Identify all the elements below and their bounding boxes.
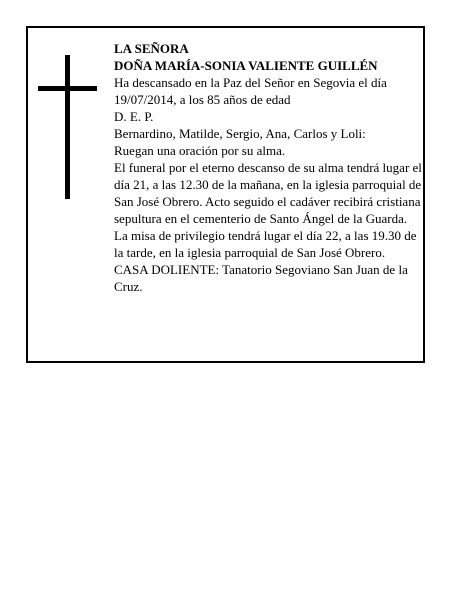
- deceased-name: DOÑA MARÍA-SONIA VALIENTE GUILLÉN: [114, 58, 378, 73]
- notice-heading: LA SEÑORA: [114, 41, 189, 56]
- funeral-info: El funeral por el eterno descanso de su alma tendrá lugar el día 21, a las 12.30 de la mañana, en la iglesia parroquial de San José Obrero. Acto seguido el cadáver recibirá cristiana sepultura en el cementerio de Santo Ángel de la Guarda. La misa de privilegio tendrá lugar el día 22, a las 19.30 de la tarde, en la iglesia parroquial de San José Obrero.: [114, 160, 422, 260]
- cross-icon: [38, 55, 98, 199]
- cross-vertical-bar: [65, 55, 70, 199]
- obituary-notice: [26, 26, 425, 363]
- death-statement: Ha descansado en la Paz del Señor en Segovia el día 19/07/2014, a los 85 años de edad: [114, 75, 387, 107]
- cross-horizontal-bar: [38, 86, 97, 91]
- rip-line: D. E. P.: [114, 109, 154, 124]
- prayer-request: Ruegan una oración por su alma.: [114, 143, 286, 158]
- mourning-house: CASA DOLIENTE: Tanatorio Segoviano San Juan de la Cruz.: [114, 262, 408, 294]
- family-names: Bernardino, Matilde, Sergio, Ana, Carlos y Loli:: [114, 126, 366, 141]
- notice-text: [114, 40, 424, 295]
